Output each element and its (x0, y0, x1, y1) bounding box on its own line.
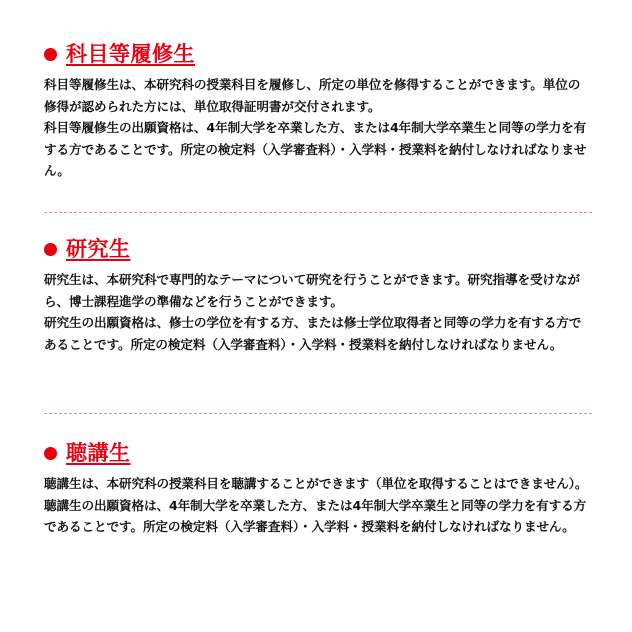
section-paragraph: 研究生は、本研究科で専門的なテーマについて研究を行うことができます。研究指導を受けながら、博士課程進学の準備などを行うことができます。 (44, 272, 580, 309)
section-choukousei (44, 437, 592, 538)
section-paragraph: 聴講生は、本研究科の授業科目を聴講することができます（単位を取得することはできません）。 (44, 476, 588, 491)
section-title: 科目等履修生 (66, 42, 195, 66)
section-title: 聴講生 (66, 441, 131, 465)
bullet-dot-icon (44, 243, 57, 256)
bullet-dot-icon (44, 447, 57, 460)
section-divider (44, 212, 592, 213)
section-paragraph: 科目等履修生は、本研究科の授業科目を履修し、所定の単位を修得することができます。単位の修得が認められた方には、単位取得証明書が交付されます。 (44, 77, 581, 114)
bullet-dot-icon (44, 48, 57, 61)
section-title: 研究生 (66, 237, 131, 261)
section-paragraph: 聴講生の出願資格は、4年制大学を卒業した方、または4年制大学卒業生と同等の学力を有する方であることです。所定の検定料（入学審査料）・入学料・授業料を納付しなければなりません。 (44, 497, 587, 534)
section-kamokutou-rishusei (44, 38, 592, 182)
section-paragraph: 研究生の出願資格は、修士の学位を有する方、または修士学位取得者と同等の学力を有する方であることです。所定の検定料（入学審査料）・入学料・授業料を納付しなければなりません。 (44, 315, 582, 352)
section-heading (44, 437, 592, 469)
section-heading (44, 233, 592, 265)
section-divider (44, 413, 592, 414)
section-kenkyusei (44, 233, 592, 355)
section-paragraph: 科目等履修生の出願資格は、4年制大学を卒業した方、または4年制大学卒業生と同等の学力を有する方であることです。所定の検定料（入学審査料）・入学料・授業料を納付しなければなりません。 (44, 120, 587, 178)
section-heading (44, 38, 592, 70)
